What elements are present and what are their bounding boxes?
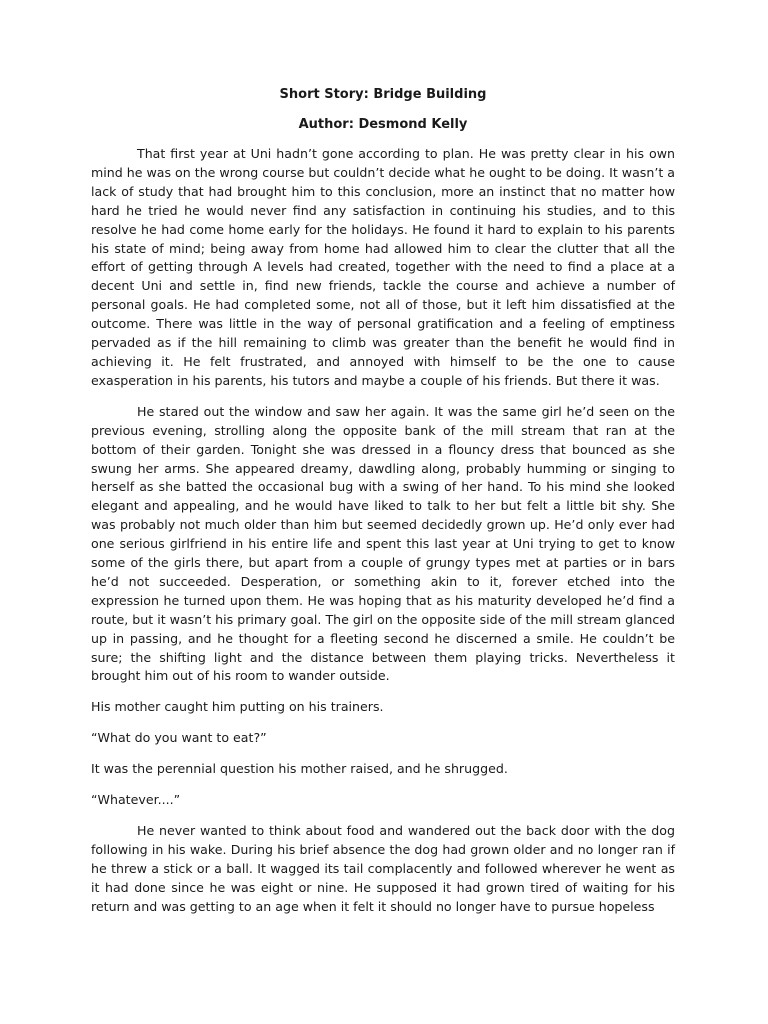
- author-line: Author: Desmond Kelly: [298, 117, 468, 132]
- paragraph-3: His mother caught him putting on his trainers.: [91, 699, 384, 715]
- story-title: Short Story: Bridge Building: [279, 87, 487, 102]
- paragraph-2: He stared out the window and saw her again. It was the same girl he’d seen on the previous evening, strolling along the opposite bank of the mill stream that ran at the bottom of their garden. Tonight she was dressed in a flouncy dress that bounced as she swung her arms. She appeared dreamy, dawdling along, probably humming or singing to herself as she batted the occasional bug with a swing of her hand. To his mind she looked elegant and appealing, and he would have liked to talk to her but felt a little bit shy. She was probably not much older than him but seemed decidedly grown up. He’d only ever had one serious girlfriend in his entire life and spent this last year at Uni trying to get to know some of the girls there, but apart from a couple of grungy types met at parties or in bars he’d not succeeded. Desperation, or something akin to it, forever etched into the expression he turned upon them. He was hoping that as his maturity developed he’d find a route, but it wasn’t his primary goal. The girl on the opposite side of the mill stream glanced up in passing, and he thought for a fleeting second he discerned a smile. He couldn’t be sure; the shifting light and the distance between them playing tricks. Nevertheless it brought him out of his room to wander outside.: [91, 403, 675, 684]
- document-page: [91, 86, 675, 917]
- paragraph-5: It was the perennial question his mother raised, and he shrugged.: [91, 761, 508, 777]
- paragraph-1: That first year at Uni hadn’t gone according to plan. He was pretty clear in his own mind he was on the wrong course but couldn’t decide what he ought to be doing. It wasn’t a lack of study that had brought him to this conclusion, more an instinct that no matter how hard he tried he would never find any satisfaction in continuing his studies, and to this resolve he had come home early for the holidays. He found it hard to explain to his parents his state of mind; being away from home had allowed him to clear the clutter that all the effort of getting through A levels had created, together with the need to find a place at a decent Uni and settle in, find new friends, tackle the course and achieve a number of personal goals. He had completed some, not all of those, but it left him dissatisfied at the outcome. There was little in the way of personal gratification and a feeling of emptiness pervaded as if the hill remaining to climb was greater than the benefit he would find in achieving it. He felt frustrated, and annoyed with himself to be the one to cause exasperation in his parents, his tutors and maybe a couple of his friends. But there it was.: [91, 146, 675, 388]
- paragraph-7: He never wanted to think about food and wandered out the back door with the dog following in his wake. During his brief absence the dog had grown older and no longer ran if he threw a stick or a ball. It wagged its tail complacently and followed wherever he went as it had done since he was eight or nine. He supposed it had grown tired of waiting for his return and was getting to an age when it felt it should no longer have to pursue hopeless: [91, 823, 675, 914]
- paragraph-6: “Whatever....”: [91, 792, 181, 808]
- paragraph-4: “What do you want to eat?”: [91, 730, 267, 746]
